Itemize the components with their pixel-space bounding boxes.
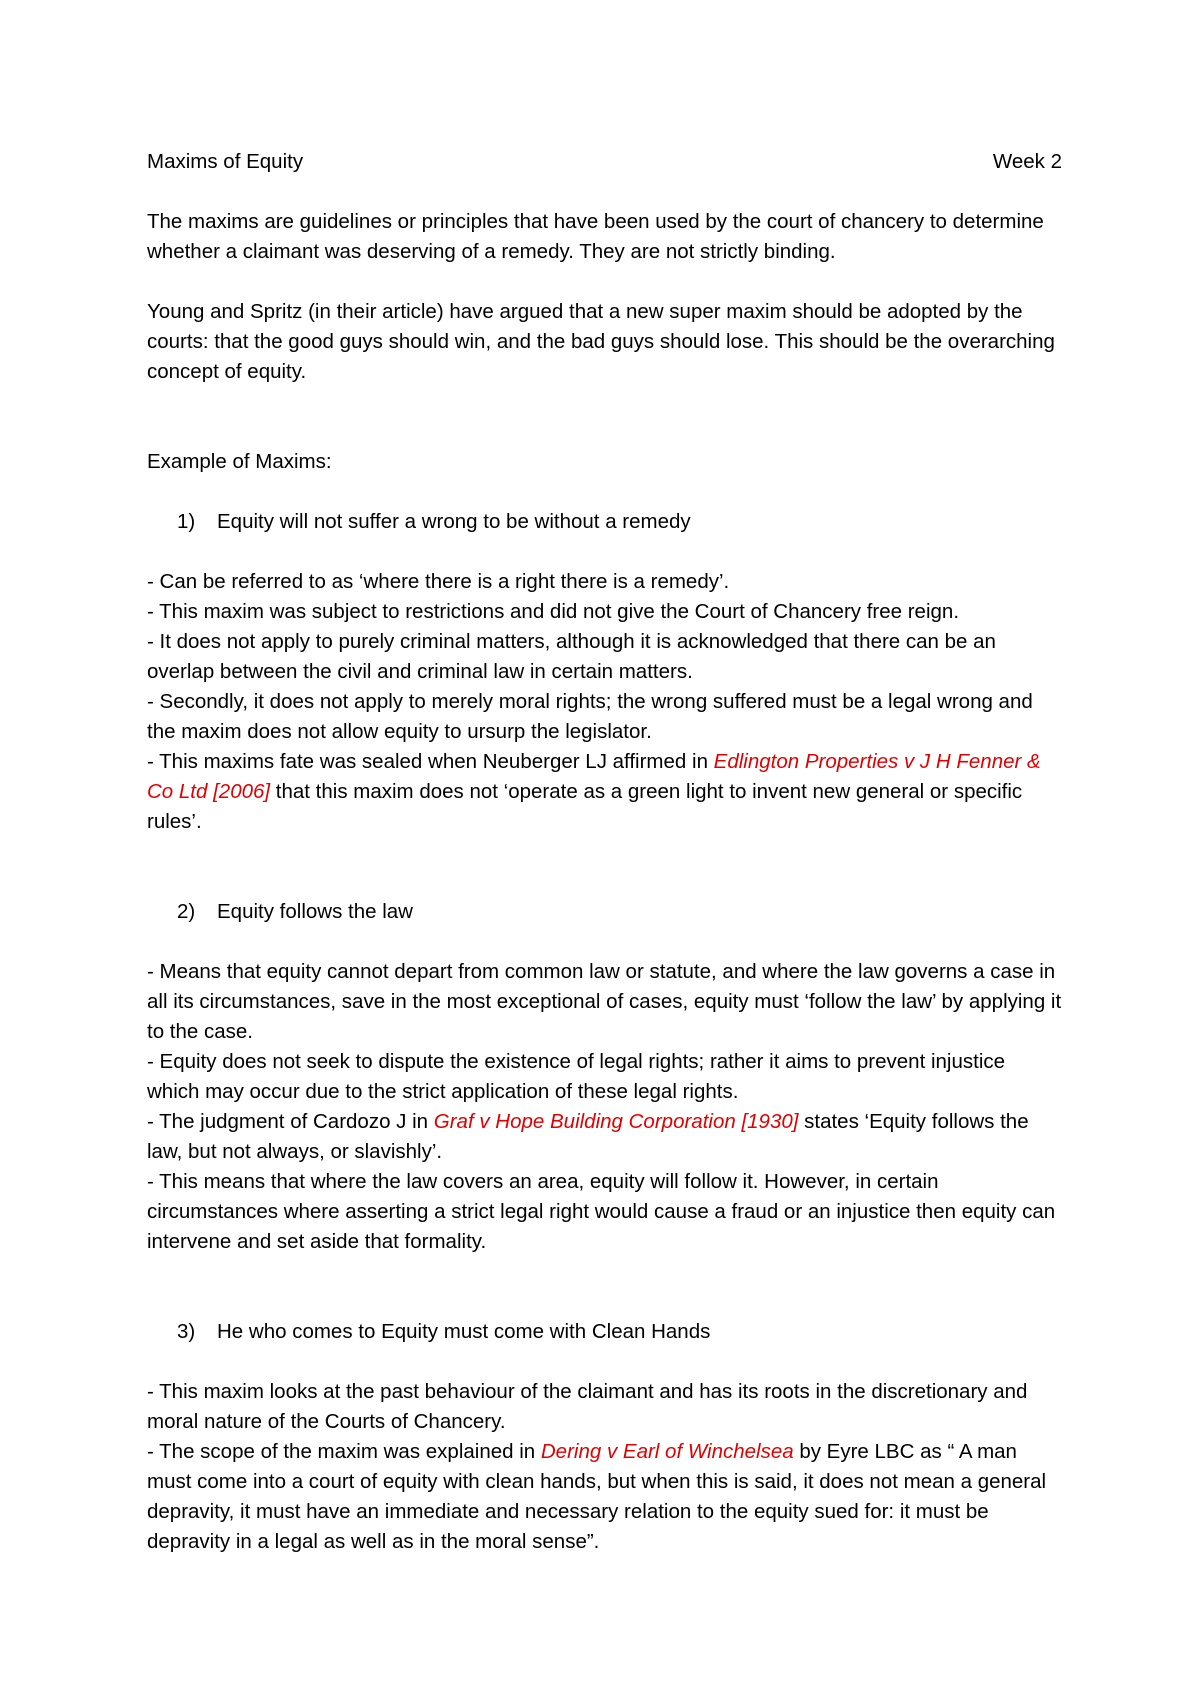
maxim-2-bullet-1: - Means that equity cannot depart from common law or statute, and where the law governs a case in all its circumstances, save in the most exceptional of cases, equity must ‘follow the law’ by applying it to the case. <box>147 960 1062 1043</box>
maxim-2-bullet-3-rest: states ‘Equity follows the law, but not always, or slavishly’. <box>147 1110 1029 1163</box>
maxim-3-bullet-2-text: - The scope of the maxim was explained in <box>147 1440 541 1463</box>
case-citation-edlington: Edlington Properties v J H Fenner & Co Ltd [2006] <box>147 750 1041 803</box>
case-citation-dering: Dering v Earl of Winchelsea <box>540 1440 794 1463</box>
intro-paragraph-2: Young and Spritz (in their article) have argued that a new super maxim should be adopted by the courts: that the good guys should win, and the bad guys should lose. This should be the overarching concept of equity. <box>147 300 1055 383</box>
document-page <box>147 147 1062 1557</box>
maxim-2-title: Equity follows the law <box>217 900 413 923</box>
maxim-2-bullet-3 <box>147 1107 1062 1167</box>
maxim-3-title: He who comes to Equity must come with Clean Hands <box>217 1320 711 1343</box>
maxim-1-bullet-5-text: - This maxims fate was sealed when Neuberger LJ affirmed in <box>147 750 714 773</box>
maxim-1-bullet-4: - Secondly, it does not apply to merely moral rights; the wrong suffered must be a legal wrong and the maxim does not allow equity to ursurp the legislator. <box>147 690 1033 743</box>
intro-paragraph-1: The maxims are guidelines or principles that have been used by the court of chancery to determine whether a claimant was deserving of a remedy. They are not strictly binding. <box>147 210 1044 263</box>
maxim-2-bullet-4: - This means that where the law covers an area, equity will follow it. However, in certain circumstances where asserting a strict legal right would cause a fraud or an injustice then equity can intervene and set aside that formality. <box>147 1170 1056 1253</box>
maxim-1-title: Equity will not suffer a wrong to be without a remedy <box>217 510 691 533</box>
maxim-1-bullet-1: - Can be referred to as ‘where there is a right there is a remedy’. <box>147 570 730 593</box>
maxim-1-number: 1) <box>177 510 196 533</box>
maxim-2-bullet-3-text: - The judgment of Cardozo J in <box>147 1110 434 1133</box>
document-title: Maxims of Equity <box>147 150 304 173</box>
maxim-1-bullet-2: - This maxim was subject to restrictions and did not give the Court of Chancery free reign. <box>147 600 960 623</box>
maxim-3-bullet-2 <box>147 1437 1062 1557</box>
maxim-1-heading <box>147 507 1062 537</box>
maxim-2-heading <box>147 897 1062 927</box>
document-header <box>147 147 1062 177</box>
maxim-3-heading <box>147 1317 1062 1347</box>
maxim-2-number: 2) <box>177 900 196 923</box>
maxim-3-bullet-2-rest: by Eyre LBC as “ A man must come into a court of equity with clean hands, but when this is said, it does not mean a general depravity, it must have an immediate and necessary relation to the equity sued for: it must be depravity in a legal as well as in the moral sense”. <box>147 1440 1047 1553</box>
maxim-3-number: 3) <box>177 1320 196 1343</box>
maxim-1-bullet-5 <box>147 747 1062 837</box>
maxim-3-bullet-1: - This maxim looks at the past behaviour of the claimant and has its roots in the discretionary and moral nature of the Courts of Chancery. <box>147 1380 1028 1433</box>
maxim-2-bullet-2: - Equity does not seek to dispute the existence of legal rights; rather it aims to prevent injustice which may occur due to the strict application of these legal rights. <box>147 1050 1006 1103</box>
maxim-1-bullet-5-rest: that this maxim does not ‘operate as a green light to invent new general or specific rules’. <box>147 780 1023 833</box>
examples-heading: Example of Maxims: <box>147 450 332 473</box>
maxim-1-bullet-3: - It does not apply to purely criminal matters, although it is acknowledged that there can be an overlap between the civil and criminal law in certain matters. <box>147 630 996 683</box>
case-citation-graf: Graf v Hope Building Corporation [1930] <box>433 1110 799 1133</box>
week-label: Week 2 <box>992 150 1062 173</box>
